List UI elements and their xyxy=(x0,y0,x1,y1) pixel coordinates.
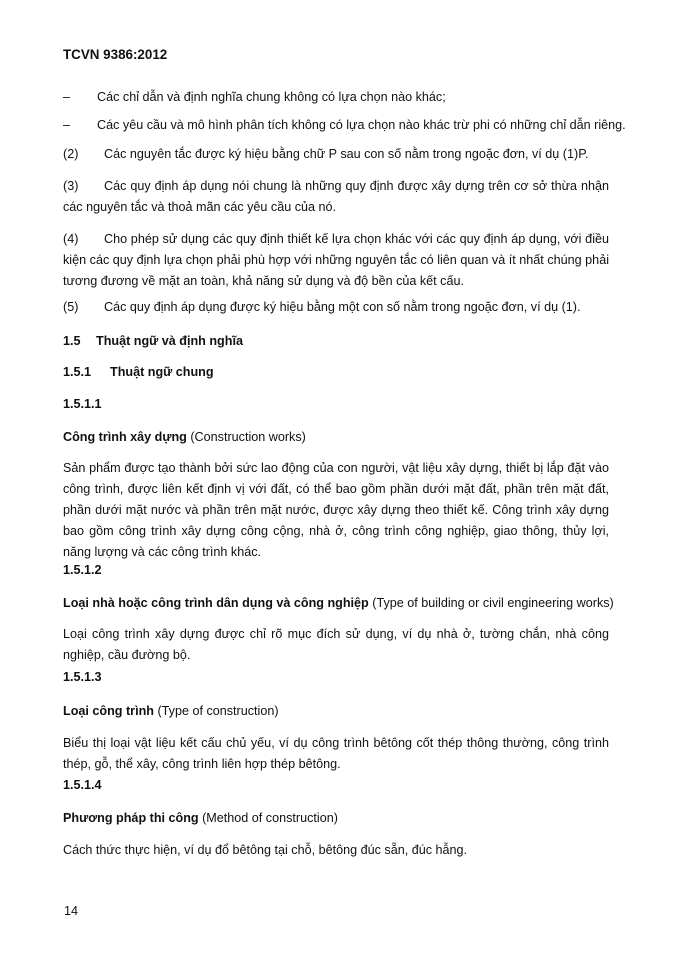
clause-text: Các quy định áp dụng nói chung là những quy định được xây dựng trên cơ sở thừa nhận các nguyên tắc và thoả mãn các yêu cầu của nó. xyxy=(63,179,609,214)
term-number: 1.5.1.2 xyxy=(63,563,102,577)
bullet-text: Các yêu cầu và mô hình phân tích không có lựa chọn nào khác trừ phi có những chỉ dẫn riêng. xyxy=(97,118,626,132)
term-definition: Loại công trình xây dựng được chỉ rõ mục đích sử dụng, ví dụ nhà ở, tường chắn, nhà công nghiệp, cầu đường bộ. xyxy=(63,627,609,662)
term-name: Loại công trình xyxy=(63,704,154,718)
clause-3 xyxy=(63,176,609,218)
clause-4 xyxy=(63,229,609,292)
section-heading xyxy=(63,331,609,352)
term-english: (Type of construction) xyxy=(157,704,279,718)
term-number: 1.5.1.4 xyxy=(63,778,102,792)
dash-marker: – xyxy=(63,90,71,104)
term-title xyxy=(63,427,609,448)
term-english: (Type of building or civil engineering works) xyxy=(372,596,614,610)
term-name: Loại nhà hoặc công trình dân dụng và công nghiệp xyxy=(63,596,369,610)
term-definition: Biểu thị loại vật liệu kết cấu chủ yếu, ví dụ công trình bêtông cốt thép thông thường, công trình thép, gỗ, thể xây, công trình liên hợp thép bêtông. xyxy=(63,736,609,771)
document-header-standard-code: TCVN 9386:2012 xyxy=(63,47,168,62)
clause-number: (5) xyxy=(63,300,79,314)
clause-text: Các quy định áp dụng được ký hiệu bằng một con số nằm trong ngoặc đơn, ví dụ (1). xyxy=(104,300,581,314)
term-name: Công trình xây dựng xyxy=(63,430,187,444)
subsection-title: Thuật ngữ chung xyxy=(110,365,214,379)
bullet-item xyxy=(63,115,626,136)
term-english: (Method of construction) xyxy=(202,811,338,825)
bullet-text: Các chỉ dẫn và định nghĩa chung không có lựa chọn nào khác; xyxy=(97,90,446,104)
dash-marker: – xyxy=(63,118,71,132)
clause-text: Cho phép sử dụng các quy định thiết kế lựa chọn khác với các quy định áp dụng, với điều kiện các quy định lựa chọn phải phù hợp với những nguyên tắc có liên quan và ít nhất chúng phải tương đương về mặt an toàn, khả năng sử dụng và độ bền của kết cấu. xyxy=(63,232,609,288)
term-number: 1.5.1.3 xyxy=(63,670,102,684)
term-name: Phương pháp thi công xyxy=(63,811,199,825)
term-definition: Cách thức thực hiện, ví dụ đổ bêtông tại chỗ, bêtông đúc sẵn, đúc hẫng. xyxy=(63,843,468,857)
term-number: 1.5.1.1 xyxy=(63,397,102,411)
clause-number: (3) xyxy=(63,179,79,193)
section-title: Thuật ngữ và định nghĩa xyxy=(96,334,243,348)
clause-text: Các nguyên tắc được ký hiệu bằng chữ P sau con số nằm trong ngoặc đơn, ví dụ (1)P. xyxy=(104,147,589,161)
term-title xyxy=(63,593,614,614)
clause-number: (2) xyxy=(63,147,79,161)
term-title xyxy=(63,701,609,722)
page-number: 14 xyxy=(64,904,79,918)
term-definition: Sản phẩm được tạo thành bởi sức lao động của con người, vật liệu xây dựng, thiết bị lắp đặt vào công trình, được liên kết định vị với đất, có thể bao gồm phần dưới mặt đất, phần trên mặt đất, phần dưới mặt nước và phần trên mặt nước, được xây dựng theo thiết kế. Công trình xây dựng bao gồm công trình xây dựng công cộng, nhà ở, công trình công nghiệp, giao thông, thủy lợi, năng lượng và các công trình khác. xyxy=(63,461,609,559)
section-number: 1.5 xyxy=(63,334,81,348)
clause-number: (4) xyxy=(63,232,79,246)
subsection-number: 1.5.1 xyxy=(63,365,92,379)
term-title xyxy=(63,808,609,829)
bullet-item xyxy=(63,87,609,108)
subsection-heading xyxy=(63,362,609,383)
term-english: (Construction works) xyxy=(190,430,306,444)
clause-5 xyxy=(63,297,609,318)
clause-2 xyxy=(63,144,609,165)
